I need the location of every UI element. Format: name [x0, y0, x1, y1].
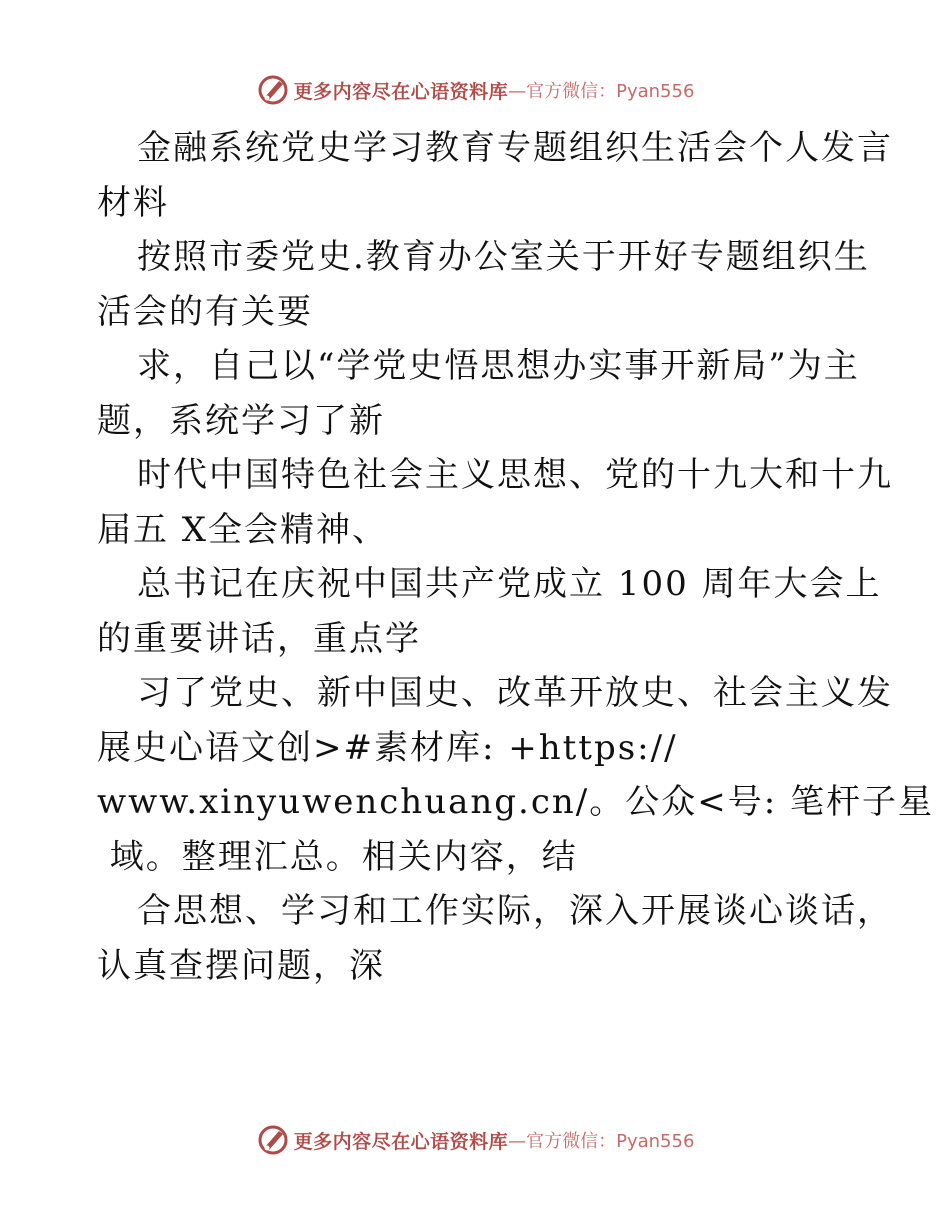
footer-watermark [0, 1120, 950, 1160]
document-line: 习了党史、新中国史、改革开放史、社会主义发 [137, 673, 893, 713]
document-line: 总书记在庆祝中国共产党成立 100 周年大会上 [137, 564, 882, 604]
document-line: 求，自己以“学党史悟思想办实事开新局”为主 [137, 346, 860, 386]
watermark-sub-text: —官方微信：Pyan556 [508, 1131, 695, 1152]
document-line: 材料 [97, 182, 169, 223]
document-line: 活会的有关要 [97, 291, 313, 332]
document-line: 题，系统学习了新 [97, 400, 385, 441]
document-line: www.xinyuwenchuang.cn/。公众<号: 笔杆子星 [97, 782, 934, 822]
header-watermark [0, 70, 950, 110]
watermark-logo-icon [256, 73, 290, 107]
watermark-sub-text: —官方微信：Pyan556 [508, 81, 695, 102]
document-line: 金融系统党史学习教育专题组织生活会个人发言 [137, 128, 893, 168]
watermark-main-text: 更多内容尽在心语资料库 [293, 80, 509, 103]
document-line: 合思想、学习和工作实际，深入开展谈心谈话， [137, 891, 893, 931]
document-line: 时代中国特色社会主义思想、党的十九大和十九 [137, 455, 893, 495]
document-line: 认真查摆问题，深 [97, 945, 385, 986]
watermark-main-text: 更多内容尽在心语资料库 [293, 1130, 509, 1153]
document-line: 展史心语文创>#素材库: +https:// [97, 727, 678, 768]
document-line: 域。整理汇总。相关内容，结 [97, 836, 578, 877]
document-body [97, 121, 934, 993]
watermark-logo-icon [256, 1123, 290, 1157]
document-line: 届五 X全会精神、 [97, 509, 389, 550]
document-line: 按照市委党史.教育办公室关于开好专题组织生 [137, 237, 870, 277]
document-line: 的重要讲话，重点学 [97, 618, 421, 659]
